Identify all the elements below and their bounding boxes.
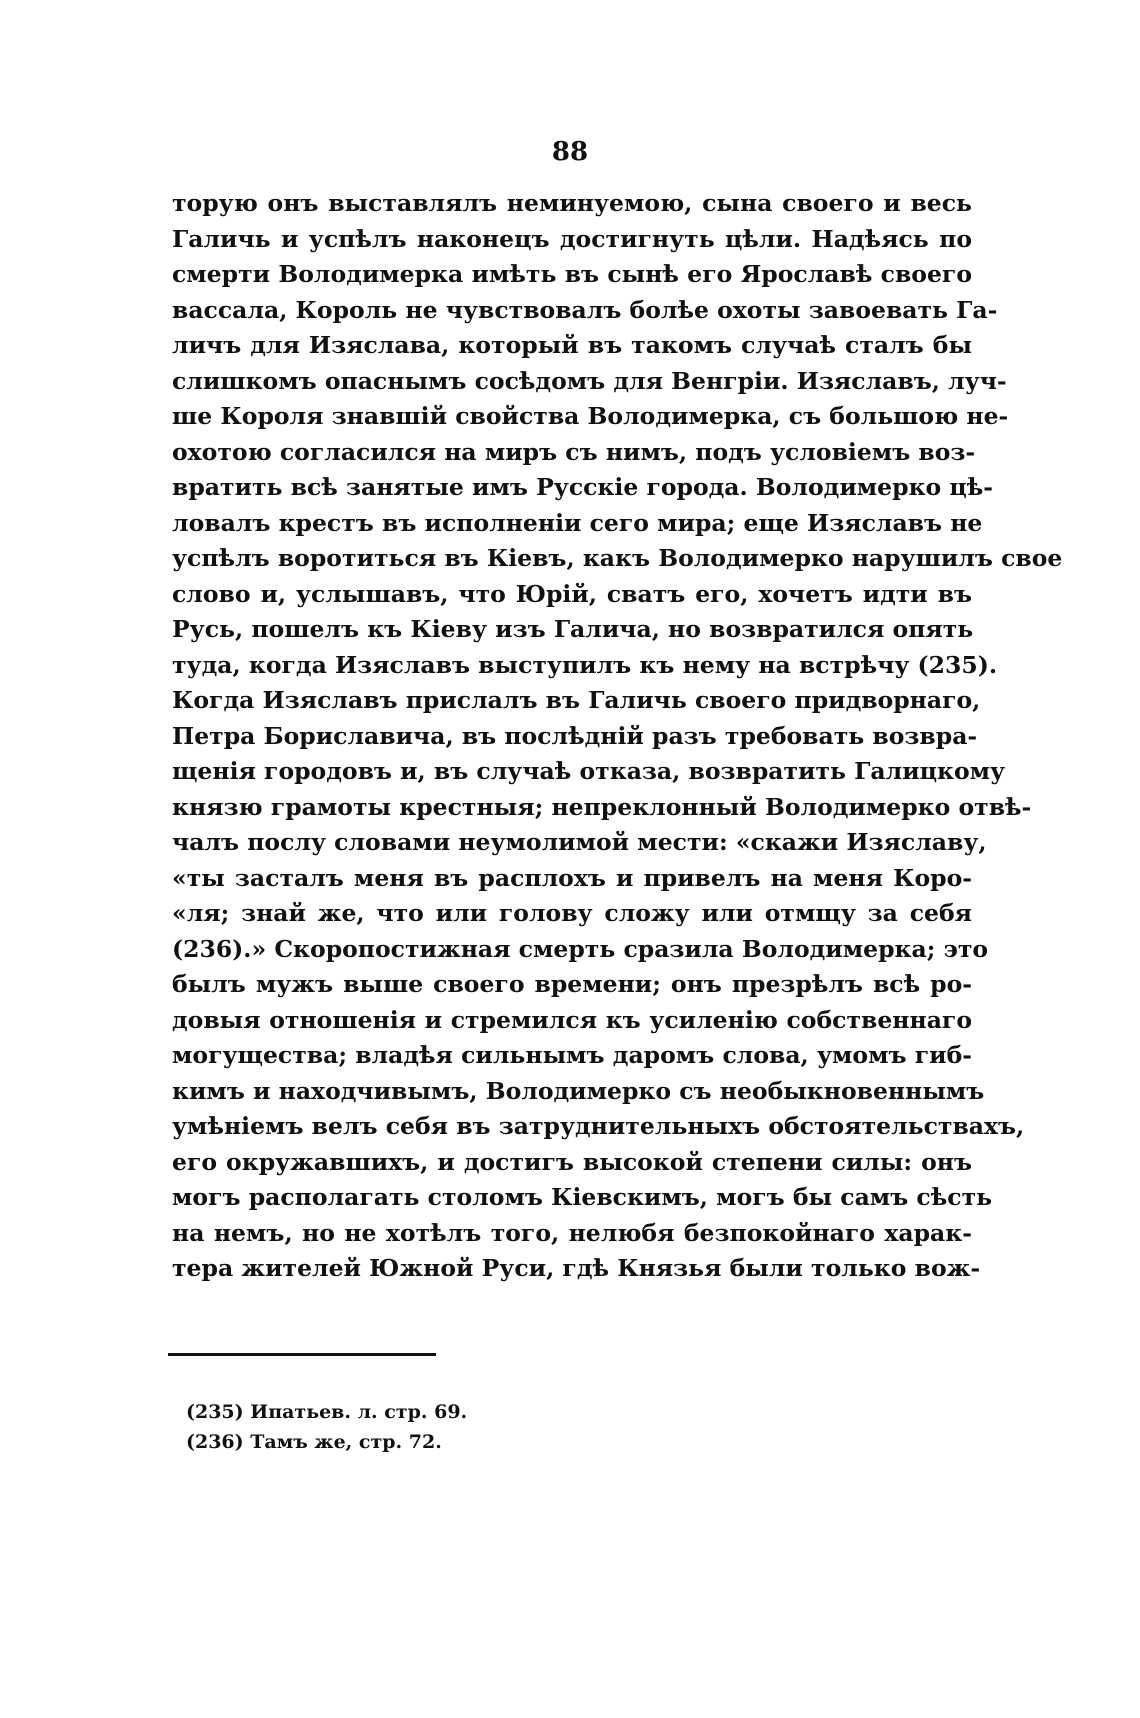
footnote-236: (236) Тамъ же, стр. 72. xyxy=(186,1431,442,1453)
text-line: слово и, услышавъ, что Юрій, сватъ его, хочетъ идти въ xyxy=(172,579,972,608)
footnotes xyxy=(186,1397,467,1457)
text-line: туда, когда Изяславъ выступилъ къ нему на встрѣчу (235). xyxy=(172,650,998,679)
text-line: ше Короля знавшій свойства Володимерка, съ большою не- xyxy=(172,402,1009,430)
page-number: 88 xyxy=(551,137,589,167)
text-line: могъ располагать столомъ Кіевскимъ, могъ бы самъ сѣсть xyxy=(172,1183,993,1211)
text-line: князю грамоты крестныя; непреклонный Володимерко отвѣ- xyxy=(172,792,1032,821)
text-line: торую онъ выставлялъ неминуемою, сына своего и весь xyxy=(172,189,972,217)
text-line: вратить всѣ занятые имъ Русскіе города. Володимерко цѣ- xyxy=(172,473,994,501)
text-line: щенія городовъ и, въ случаѣ отказа, возвратить Галицкому xyxy=(172,757,1006,785)
text-line: охотою согласился на миръ съ нимъ, подъ условіемъ воз- xyxy=(172,437,976,466)
text-line: умѣніемъ велъ себя въ затруднительныхъ обстоятельствахъ, xyxy=(172,1112,1025,1140)
text-line: Когда Изяславъ прислалъ въ Галичь своего придворнаго, xyxy=(172,686,981,714)
text-line: его окружавшихъ, и достигъ высокой степени силы: онъ xyxy=(172,1147,972,1176)
text-line: (236).» Скоропостижная смерть сразила Володимерка; это xyxy=(172,934,989,963)
text-line: могущества; владѣя сильнымъ даромъ слова, умомъ гиб- xyxy=(172,1041,972,1069)
text-line: «ты засталъ меня въ расплохъ и привелъ на меня Коро- xyxy=(172,863,972,892)
text-line: чалъ послу словами неумолимой мести: «скажи Изяславу, xyxy=(172,828,987,856)
text-line: «ля; знай же, что или голову сложу или отмщу за себя xyxy=(172,899,972,927)
footnote-235: (235) Ипатьев. л. стр. 69. xyxy=(186,1401,468,1423)
text-line: Галичь и успѣлъ наконецъ достигнуть цѣли. Надѣясь по xyxy=(172,224,972,253)
text-line: смерти Володимерка имѣть въ сынѣ его Ярославѣ своего xyxy=(172,260,972,288)
text-line: тера жителей Южной Руси, гдѣ Князья были только вож- xyxy=(172,1254,981,1282)
text-line: Петра Бориславича, въ послѣдній разъ требовать возвра- xyxy=(172,721,978,750)
text-line: Русь, пошелъ къ Кіеву изъ Галича, но возвратился опять xyxy=(172,615,974,643)
text-line: успѣлъ воротиться въ Кіевъ, какъ Володимерко нарушилъ свое xyxy=(172,544,1063,572)
text-line: на немъ, но не хотѣлъ того, нелюбя безпокойнаго харак- xyxy=(172,1218,972,1247)
text-line: личъ для Изяслава, который въ такомъ случаѣ сталъ бы xyxy=(172,331,972,359)
text-line: кимъ и находчивымъ, Володимерко съ необыкновеннымъ xyxy=(172,1076,985,1105)
text-line: слишкомъ опаснымъ сосѣдомъ для Венгріи. Изяславъ, луч- xyxy=(172,366,1007,395)
text-line: ловалъ крестъ въ исполненіи сего мира; еще Изяславъ не xyxy=(172,508,983,537)
text-line: былъ мужъ выше своего времени; онъ презрѣлъ всѣ ро- xyxy=(172,970,972,998)
text-line: довыя отношенія и стремился къ усиленію собственнаго xyxy=(172,1005,972,1034)
body-text xyxy=(172,186,1063,1287)
footnote-separator xyxy=(168,1353,436,1356)
text-line: вассала, Король не чувствовалъ болѣе охоты завоевать Га- xyxy=(172,295,998,324)
